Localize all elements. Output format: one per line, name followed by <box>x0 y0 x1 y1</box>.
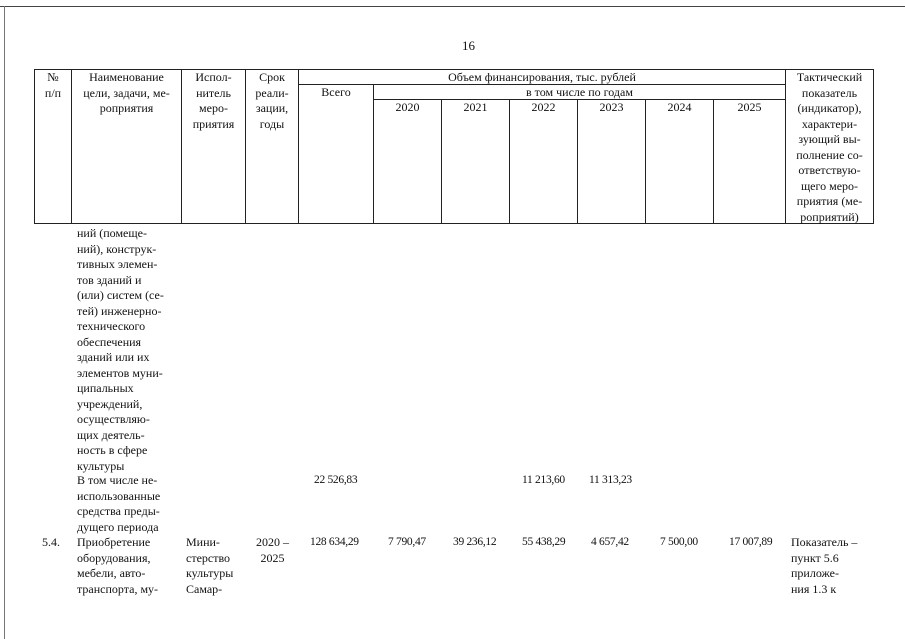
header-name: Наименование цели, задачи, ме- роприятия <box>71 69 182 224</box>
row-term: 2020 – 2025 <box>256 535 289 565</box>
row-name: Приобретение оборудования, мебели, авто- транспорта, му- <box>77 535 159 596</box>
row-2024: 7 500,00 <box>660 536 698 548</box>
row-name: В том числе не- использованные средства преды- дущего периода <box>77 473 161 534</box>
page-left-edge <box>4 6 5 639</box>
header-term: Срок реали- зации, годы <box>245 69 299 224</box>
row-indicator: Показатель – пункт 5.6 приложе- ния 1.3 к <box>791 535 858 596</box>
row-2023: 11 313,23 <box>589 474 632 486</box>
header-indicator: Тактический показатель (индикатор), характери- зующий вы- полнение со- ответствую- щего меро- приятия (ме- роприятий) <box>785 69 874 224</box>
row-2021: 39 236,12 <box>453 536 497 548</box>
row-2022: 55 438,29 <box>522 536 566 548</box>
header-executor: Испол- нитель меро- приятия <box>181 69 246 224</box>
header-year-2024: 2024 <box>645 99 714 224</box>
header-by-years: в том числе по годам <box>373 84 786 100</box>
row-2022: 11 213,60 <box>522 474 565 486</box>
header-number: № п/п <box>34 69 72 224</box>
row-2020: 7 790,47 <box>388 536 426 548</box>
header-year-2023: 2023 <box>577 99 646 224</box>
row-executor: Мини- стерство культуры Самар- <box>186 535 234 596</box>
row-number: 5.4. <box>42 535 60 549</box>
row-total: 22 526,83 <box>314 474 358 486</box>
row-2023: 4 657,42 <box>591 536 629 548</box>
header-year-2025: 2025 <box>713 99 786 224</box>
header-total: Всего <box>298 84 374 224</box>
header-year-2022: 2022 <box>509 99 578 224</box>
header-financing: Объем финансирования, тыс. рублей <box>298 69 786 85</box>
header-year-2020: 2020 <box>373 99 442 224</box>
continuation-text: ний (помеще- ний), конструк- тивных элемен- тов зданий и (или) систем (се- тей) инженерно- технического обеспечения зданий или их элементов муни- ципальных учреждений, осуществляю- щих деятель- ность в сфере культуры <box>77 226 164 473</box>
page-top-edge <box>0 6 905 7</box>
page-number: 16 <box>462 38 475 53</box>
header-year-2021: 2021 <box>441 99 510 224</box>
row-2025: 17 007,89 <box>729 536 773 548</box>
row-total: 128 634,29 <box>310 536 359 548</box>
